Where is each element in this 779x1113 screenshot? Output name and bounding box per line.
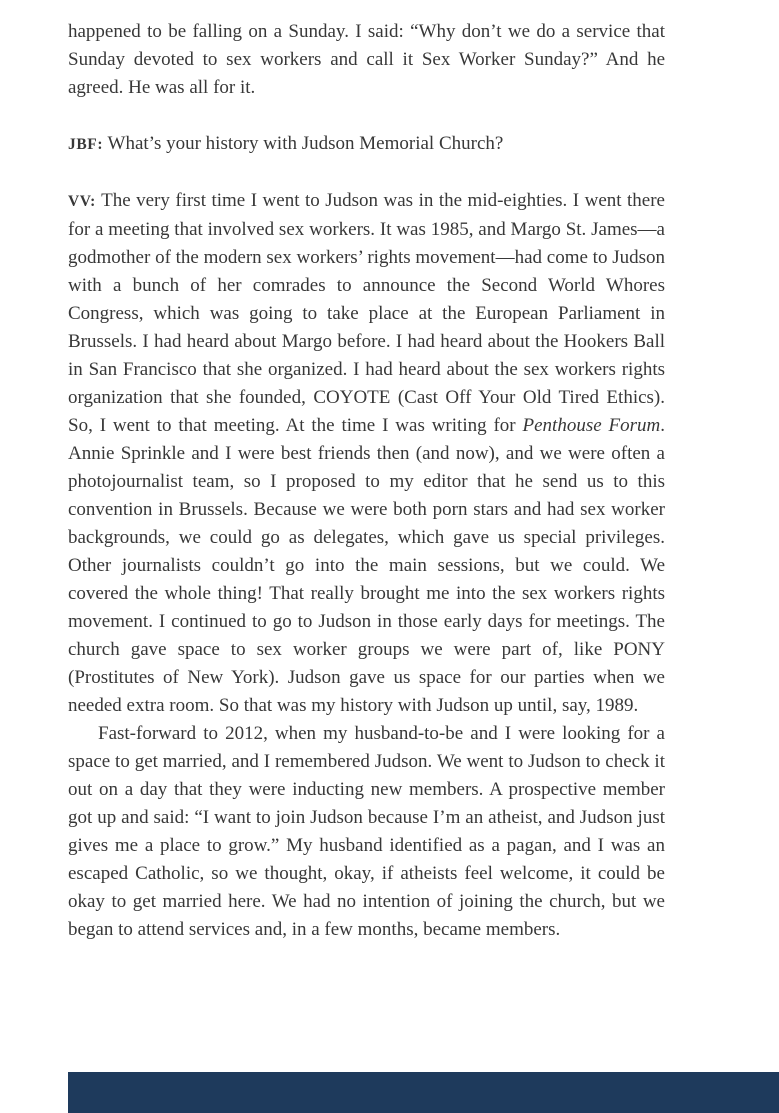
answer-text-part2: . Annie Sprinkle and I were best friends then (and now), and we were often a photojournalist team, so I proposed to my editor that he send us to this convention in Brussels. Because we were both porn stars and had sex worker backgrounds, we could go as delegates, which gave us special privileges. Other journalists couldn’t go into the main sessions, but we could. We covered the whole thing! That really brought me into the sex workers rights movement. I continued to go to Judson in those early days for meetings. The church gave space to sex worker groups we were part of, like PONY (Prostitutes of New York). Judson gave us space for our parties when we needed extra room. So that was my history with Judson up until, say, 1989. bbox=[68, 415, 665, 716]
answer-text-part1: The very first time I went to Judson was in the mid-eighties. I went there for a meeting that involved sex workers. It was 1985, and Margo St. James—a godmother of the modern sex workers’ rights movement—had come to Judson with a bunch of her comrades to announce the Second World Whores Congress, which was going to take place at the European Parliament in Brussels. I had heard about Margo before. I had heard about the Hookers Ball in San Francisco that she organized. I had heard about the sex workers rights organization that she founded, COYOTE (Cast Off Your Old Tired Ethics). So, I went to that meeting. At the time I was writing for bbox=[68, 190, 665, 436]
question-text: What’s your history with Judson Memorial Church? bbox=[103, 133, 504, 154]
intro-paragraph-text: happened to be falling on a Sunday. I said: “Why don’t we do a service that Sunday devoted to sex workers and call it Sex Worker Sunday?” And he agreed. He was all for it. bbox=[68, 21, 665, 98]
interview-question bbox=[68, 130, 665, 159]
page-footer-color-bar bbox=[68, 1072, 779, 1113]
interview-answer-paragraph-2 bbox=[68, 720, 665, 944]
speaker-label-vv: VV: bbox=[68, 193, 96, 210]
intro-paragraph bbox=[68, 18, 665, 102]
answer-paragraph2-text: Fast-forward to 2012, when my husband-to-be and I were looking for a space to get married, and I remembered Judson. We went to Judson to check it out on a day that they were inducting new members. A prospective member got up and said: “I want to join Judson because I’m an atheist, and Judson just gives me a place to grow.” My husband identified as a pagan, and I was an escaped Catholic, so we thought, okay, if atheists feel welcome, it could be okay to get married here. We had no intention of joining the church, but we began to attend services and, in a few months, became members. bbox=[68, 723, 665, 940]
text-column bbox=[68, 18, 665, 944]
interview-answer-paragraph-1 bbox=[68, 187, 665, 720]
magazine-title-italic: Penthouse Forum bbox=[522, 415, 661, 436]
speaker-label-jbf: JBF: bbox=[68, 136, 104, 153]
